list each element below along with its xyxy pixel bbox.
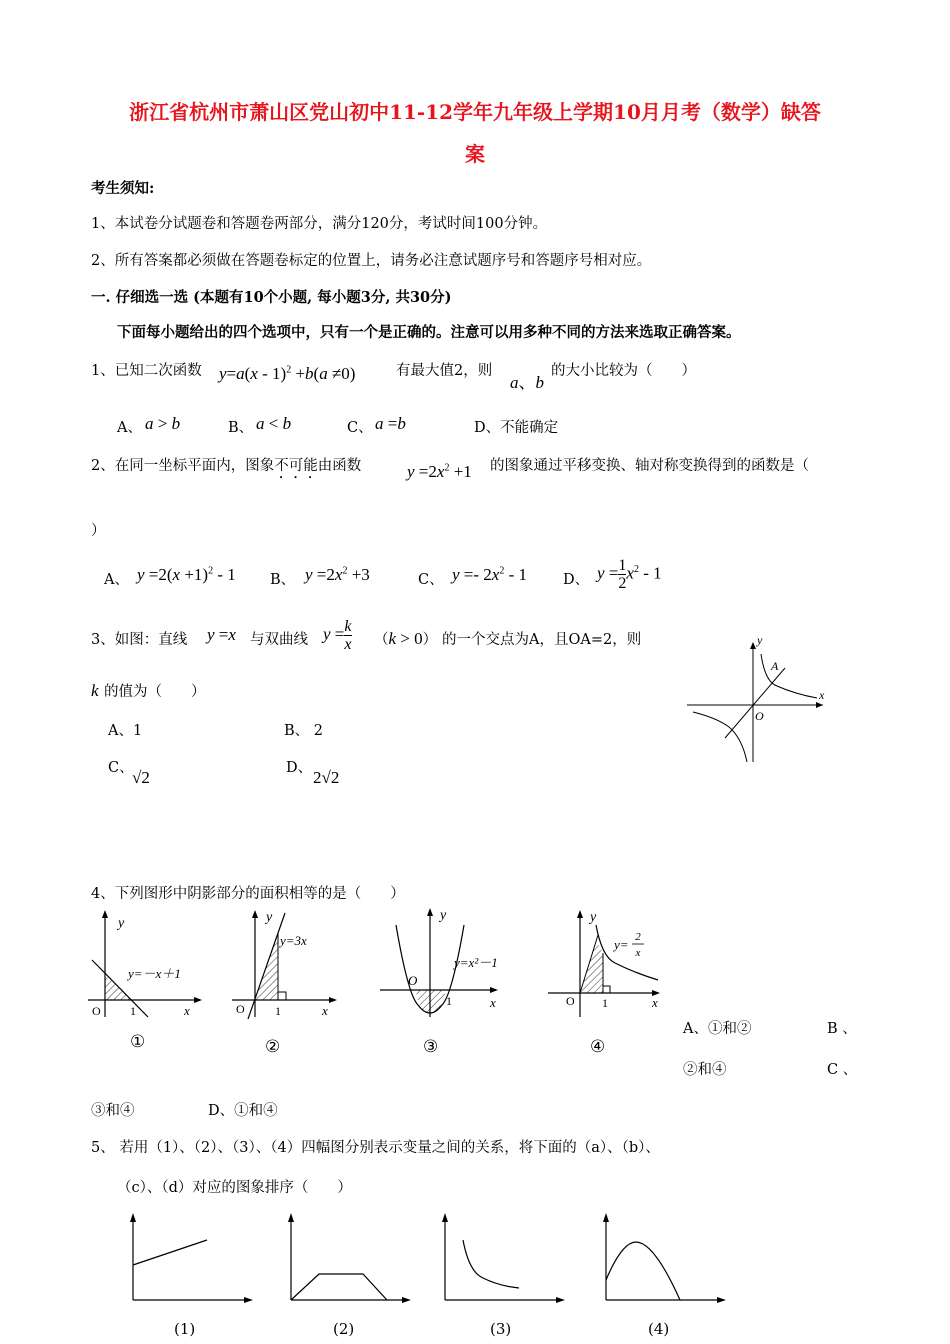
line-y-eq-x (725, 668, 785, 738)
q1-option-c-label: C、 (347, 420, 373, 436)
q4-option-a: A、①和② (683, 1021, 752, 1037)
q3-option-c-label: C、 (108, 760, 134, 776)
q1-vars: a、b (510, 373, 544, 392)
q3-option-b: B、 2 (284, 723, 323, 739)
svg-text:1: 1 (275, 1004, 281, 1018)
q5-caption-4: (4) (648, 1320, 670, 1338)
q2-option-a-expr: $y =2(x +1)^2 - 1$ (137, 565, 236, 584)
notice-item-2: 2、所有答案都必须做在答题卷标定的位置上，请务必注意试题序号和答题序号相对应。 (91, 253, 652, 269)
q4-option-b-label: B 、 (827, 1021, 857, 1037)
q1-option-d: D、不能确定 (474, 420, 559, 436)
q1-option-a-label: A、 (117, 420, 142, 436)
notice-item-1: 1、本试卷分试题卷和答题卷两部分，满分120分，考试时间100分钟。 (91, 216, 548, 232)
q4-option-b-text: ②和④ (683, 1062, 727, 1078)
q4-option-c-label: C 、 (827, 1062, 858, 1078)
document-title-line2: 案 (465, 142, 485, 166)
q5-caption-2: (2) (333, 1320, 355, 1338)
svg-text:y: y (590, 910, 597, 925)
x-axis-arrow (816, 702, 823, 708)
q3-line2: 的值为（ ） (104, 684, 206, 700)
q3-fig-a-label: A (771, 659, 779, 673)
q3-suffix: 的一个交点为A，且OA=2，则 (442, 632, 642, 648)
svg-text:y: y (266, 910, 273, 925)
svg-text:x: x (184, 1003, 190, 1018)
q5-line2: （c）、（d）对应的图象排序（ ） (117, 1180, 352, 1196)
right-angle-mark (603, 986, 610, 993)
q5-graph-3 (437, 1210, 567, 1310)
y-axis-arrow (750, 642, 756, 649)
q4-text: 4、下列图形中阴影部分的面积相等的是（ ） (91, 886, 405, 902)
q4-figure-2 (230, 905, 345, 1020)
q1-option-b-expr: a < b (256, 414, 292, 433)
svg-text:O: O (236, 1002, 245, 1016)
svg-text:x: x (635, 947, 641, 959)
section1-heading: 一. 仔细选一选 (本题有10个小题, 每小题3分, 共30分) (91, 289, 452, 306)
q4-figure-label-3: ③ (423, 1037, 439, 1057)
q4-option-c-text: ③和④ (91, 1103, 135, 1119)
hyperbola-branch-q3 (693, 712, 747, 762)
svg-text:1: 1 (446, 994, 452, 1008)
q3-line-eq: y =x (207, 625, 236, 644)
q2-option-b-label: B、 (270, 572, 296, 588)
q5-graph-1 (125, 1210, 255, 1310)
q2-option-d-expr: y = $\frac{1}{2}$ $x^2 - 1$ (597, 557, 662, 592)
svg-text:y=－x＋1: y=－x＋1 (128, 966, 181, 981)
svg-text:y: y (118, 916, 125, 931)
svg-text:O: O (408, 973, 418, 988)
q4-option-d: D、①和④ (208, 1103, 278, 1119)
q3-option-a: A、1 (108, 723, 143, 739)
document-title-line1: 浙江省杭州市萧山区党山初中11-12学年九年级上学期10月月考（数学）缺答 (129, 100, 821, 124)
q2-base-function: $y =2x^2 +1$ (407, 462, 472, 481)
q3-fig-o-label: O (755, 709, 764, 723)
notice-heading: 考生须知: (91, 180, 155, 197)
q3-option-d-label: D、 (286, 760, 313, 776)
q2-option-b-expr: $y =2x^2 +3$ (305, 565, 370, 584)
arch-curve (606, 1242, 680, 1300)
q2-option-a-label: A、 (104, 572, 129, 588)
q2-prefix: 2、在同一坐标平面内，图象不可能由函数 (91, 458, 362, 474)
q3-option-d-expr: 2√2 (313, 768, 340, 787)
q5-caption-1: (1) (174, 1320, 196, 1338)
svg-text:x: x (652, 995, 658, 1010)
q4-figure-label-1: ① (130, 1032, 146, 1052)
svg-text:1: 1 (130, 1004, 136, 1018)
section1-instruction: 下面每小题给出的四个选项中，只有一个是正确的。注意可以用多种不同的方法来选取正确答案。 (117, 324, 741, 341)
q2-emphasis: 不可能 (274, 458, 318, 474)
q1-option-b-label: B、 (228, 420, 254, 436)
shaded-region (580, 940, 603, 993)
q4-figure-4 (540, 905, 665, 1020)
q1-function: y=a(x - 1)$^2$ +b(a ≠0) (219, 364, 356, 383)
q3-condition: （k > 0） (374, 629, 438, 648)
q3-fig-y-label: y (757, 633, 763, 647)
q5-graph-2 (283, 1210, 413, 1310)
q3-prefix: 3、如图：直线 (91, 632, 188, 648)
q3-hyperbola-figure (685, 630, 830, 765)
svg-text:O: O (566, 994, 575, 1008)
hyperbola-branch-q1 (761, 654, 817, 698)
q2-option-d-label: D、 (563, 572, 590, 588)
q1-prefix: 1、已知二次函数 (91, 363, 202, 379)
hyperbola-graph (596, 925, 658, 980)
right-angle-mark (278, 992, 286, 1000)
q4-figure-1 (88, 905, 208, 1020)
q1-suffix: 的大小比较为（ ） (551, 363, 696, 379)
q2-close: ） (91, 523, 106, 539)
svg-text:1: 1 (602, 996, 608, 1010)
svg-text:O: O (92, 1004, 101, 1018)
svg-text:x: x (490, 995, 496, 1010)
q3-k-var: k (91, 681, 99, 700)
q1-mid: 有最大值2，则 (396, 363, 493, 379)
q5-line1: 5、 若用（1）、（2）、（3）、（4）四幅图分别表示变量之间的关系，将下面的（a）、（b）、 (91, 1140, 660, 1156)
trapezoid-line (291, 1274, 387, 1300)
svg-text:2: 2 (635, 931, 641, 943)
q4-figure-label-2: ② (265, 1037, 281, 1057)
q4-figure-label-4: ④ (590, 1037, 606, 1057)
decreasing-curve (463, 1240, 519, 1288)
q3-option-c-expr: √2 (132, 768, 150, 787)
q5-caption-3: (3) (490, 1320, 512, 1338)
q3-mid: 与双曲线 (250, 632, 308, 648)
svg-text:y: y (440, 908, 447, 923)
svg-text:y=x²－1: y=x²－1 (454, 955, 498, 970)
q2-option-c-label: C、 (418, 572, 444, 588)
q2-option-c-expr: $y =- 2x^2 - 1$ (452, 565, 528, 584)
q3-fig-x-label: x (819, 688, 825, 702)
svg-text:y=: y= (614, 937, 629, 952)
q1-option-c-expr: a =b (375, 414, 406, 433)
q5-graph-4 (598, 1210, 728, 1310)
q3-hyperbola-eq: y = $\frac{k}{x}$ (323, 618, 352, 653)
shaded-region (416, 990, 446, 1013)
svg-text:x: x (322, 1003, 328, 1018)
q4-figure-3 (378, 905, 513, 1020)
svg-text:y=3x: y=3x (280, 933, 307, 948)
q1-option-a-expr: a > b (145, 414, 181, 433)
q2-suffix: 的图象通过平移变换、轴对称变换得到的函数是（ (490, 458, 809, 474)
rising-line (133, 1240, 207, 1265)
